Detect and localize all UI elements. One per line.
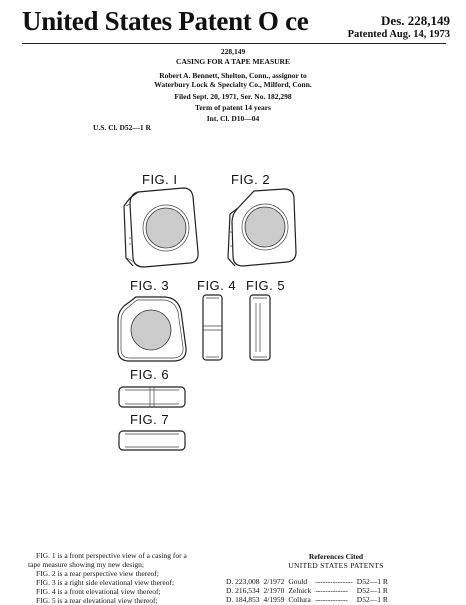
ref-class: D52—1 R [356, 595, 388, 604]
references-heading: References Cited [308, 552, 364, 561]
fig-7-drawing [119, 431, 185, 450]
ref-name: Zelnick [288, 586, 312, 595]
fig-5-label: FIG. 5 [246, 278, 286, 293]
invention-title: CASING FOR A TAPE MEASURE [176, 57, 290, 66]
ref-date: 2/1970 [263, 586, 285, 595]
ref-class: D52—1 R [356, 586, 388, 595]
inventor-line-1: Robert A. Bennett, Shelton, Conn., assignor to [159, 71, 307, 80]
desc-line: FIG. 1 is a front perspective view of a casing for a [36, 551, 187, 560]
us-class: U.S. Cl. D52—1 R [93, 123, 151, 132]
international-class: Int. Cl. D10—04 [206, 114, 260, 123]
ref-name: Collura [288, 595, 311, 604]
design-patent-number: Des. 228,149 [381, 13, 450, 28]
inventor-line-2: Waterbury Lock & Specialty Co., Milford, Conn. [154, 80, 312, 89]
ref-number: D. 216,534 [226, 586, 260, 595]
desc-line: FIG. 4 is a front elevational view thereof; [36, 587, 161, 596]
fig-4-label: FIG. 4 [197, 278, 237, 293]
ref-dots: ------------- [315, 586, 348, 595]
references-section [224, 552, 448, 604]
fig-3-label: FIG. 3 [130, 278, 170, 293]
ref-dots: ------------- [315, 595, 348, 604]
ref-date: 2/1972 [263, 577, 285, 586]
fig-6-label: FIG. 6 [130, 367, 170, 382]
ref-dots: --------------- [315, 577, 353, 586]
fig-5-drawing [250, 295, 270, 360]
patent-term: Term of patent 14 years [195, 103, 271, 112]
ref-class: D52—1 R [356, 577, 388, 586]
fig-4-drawing [203, 295, 222, 360]
ref-date: 4/1959 [263, 595, 285, 604]
ref-number: D. 223,008 [226, 577, 260, 586]
desc-line: tape measure showing my new design; [28, 560, 145, 569]
patented-date: Patented Aug. 14, 1973 [347, 29, 450, 40]
fig-6-drawing [119, 387, 185, 407]
figure-description [28, 551, 238, 605]
patent-office-title: United States Patent O ce [22, 6, 309, 36]
references-subheading: UNITED STATES PATENTS [288, 561, 384, 570]
fig-1-label: FIG. I [142, 172, 178, 187]
desc-line: FIG. 3 is a right side elevational view thereof; [36, 578, 175, 587]
desc-line: FIG. 2 is a rear perspective view thereof; [36, 569, 159, 578]
table-row [224, 586, 390, 595]
fig-7-label: FIG. 7 [130, 412, 170, 427]
filing-info: Filed Sept. 20, 1971, Ser. No. 182,298 [174, 92, 292, 101]
patent-number: 228,149 [220, 47, 246, 56]
table-row [224, 577, 390, 586]
fig-2-drawing [228, 189, 296, 266]
ref-name: Gould [288, 577, 308, 586]
fig-2-label: FIG. 2 [231, 172, 271, 187]
ref-number: D. 184,853 [226, 595, 260, 604]
fig-3-drawing [118, 297, 186, 361]
desc-line: FIG. 5 is a rear elevational view thereof; [36, 596, 158, 605]
fig-1-drawing [124, 188, 198, 267]
